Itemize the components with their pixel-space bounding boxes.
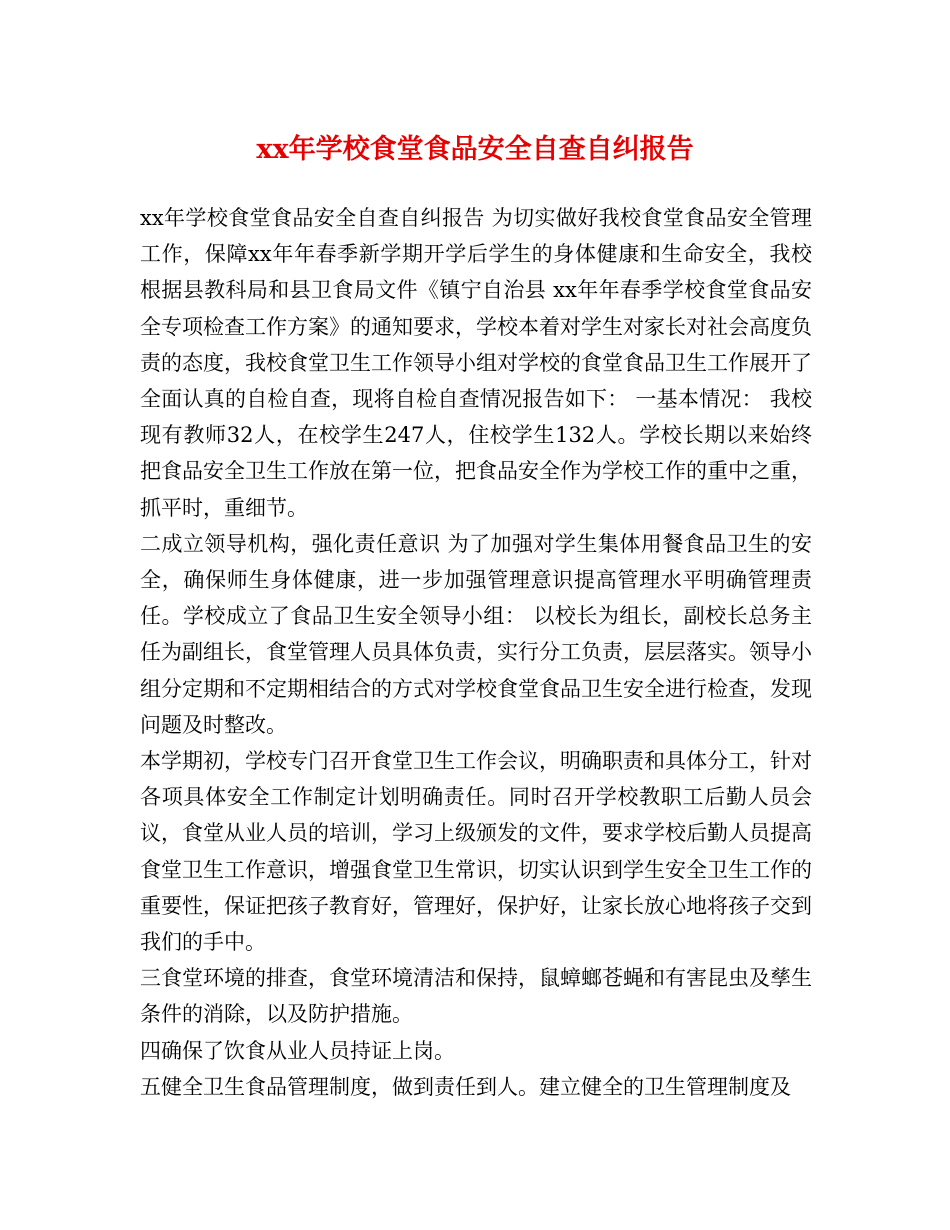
paragraph: xx年学校食堂食品安全自查自纠报告 为切实做好我校食堂食品安全管理工作，保障xx年年春季新学期开学后学生的身体健康和生命安全，我校根据县教科局和县卫食局文件《镇宁自治县 xx年年春季学校食堂食品安全专项检查工作方案》的通知要求，学校本着对学生对家长对社会高度负责的态度，我校食堂卫生工作领导小组对学校的食堂食品卫生工作展开了全面认真的自检自查，现将自检自查情况报告如下： 一基本情况： 我校现有教师32人，在校学生247人，住校学生132人。学校长期以来始终把食品安全卫生工作放在第一位，把食品安全作为学校工作的重中之重，抓平时，重细节。 [140, 206, 812, 520]
paragraph: 二成立领导机构，强化责任意识 为了加强对学生集体用餐食品卫生的安全，确保师生身体健康，进一步加强管理意识提高管理水平明确管理责任。学校成立了食品卫生安全领导小组： 以校长为组长，副校长总务主任为副组长，食堂管理人员具体负责，实行分工负责，层层落实。领导小组分定期和不定期相结合的方式对学校食堂食品卫生安全进行检查，发现问题及时整改。 [140, 531, 812, 737]
document-body [140, 200, 812, 1105]
paragraph: 四确保了饮食从业人员持证上岗。 [140, 1038, 455, 1063]
paragraph: 本学期初，学校专门召开食堂卫生工作会议，明确职责和具体分工，针对各项具体安全工作制定计划明确责任。同时召开学校教职工后勤人员会议，食堂从业人员的培训，学习上级颁发的文件，要求学校后勤人员提高食堂卫生工作意识，增强食堂卫生常识，切实认识到学生安全卫生工作的重要性，保证把孩子教育好，管理好，保护好，让家长放心地将孩子交到我们的手中。 [140, 749, 812, 955]
paragraph: 五健全卫生食品管理制度，做到责任到人。建立健全的卫生管理制度及 [140, 1074, 791, 1099]
paragraph: 三食堂环境的排查，食堂环境清洁和保持，鼠蟑螂苍蝇和有害昆虫及孳生条件的消除，以及防护措施。 [140, 966, 812, 1027]
document-title: xx年学校食堂食品安全自查自纠报告 [256, 134, 694, 165]
